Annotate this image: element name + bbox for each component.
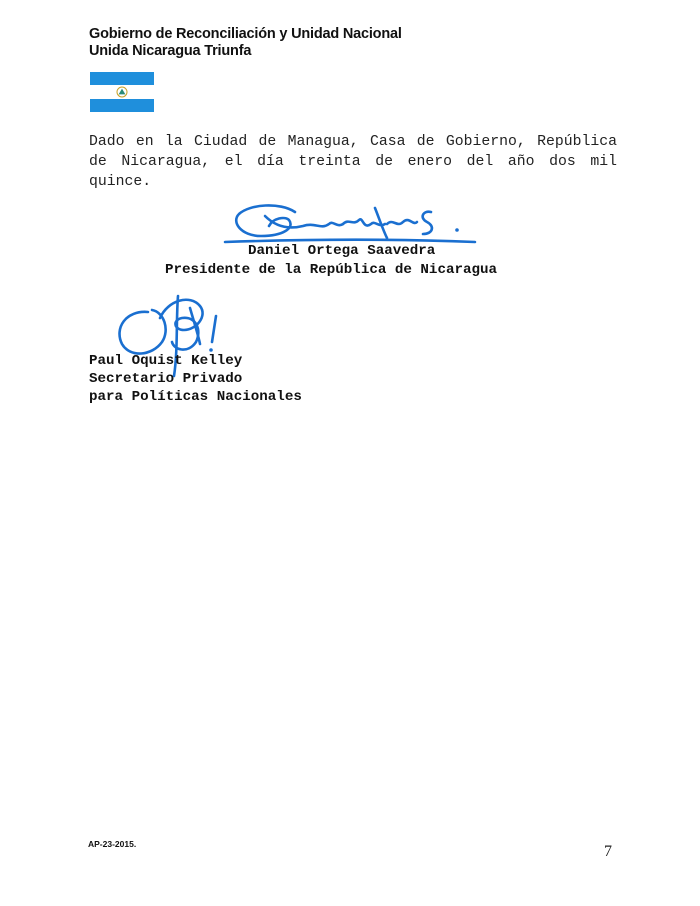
secretary-title-line1: Secretario Privado (89, 371, 243, 387)
president-title: Presidente de la República de Nicaragua (165, 262, 498, 278)
government-name: Gobierno de Reconciliación y Unidad Nacional (89, 26, 402, 42)
coat-of-arms-icon (116, 86, 128, 98)
page-number: 7 (604, 843, 612, 860)
decree-closing-paragraph: Dado en la Ciudad de Managua, Casa de Gobierno, República de Nicaragua, el día treinta de enero del año dos mil quince. (89, 134, 617, 190)
secretary-name: Paul Oquist Kelley (89, 353, 243, 369)
president-name: Daniel Ortega Saavedra (248, 243, 436, 259)
secretary-title-line2: para Políticas Nacionales (89, 389, 302, 405)
document-header (89, 26, 402, 60)
flag-stripe-top (90, 72, 154, 85)
nicaragua-flag-icon (90, 72, 154, 112)
government-slogan: Unida Nicaragua Triunfa (89, 43, 252, 59)
flag-stripe-bottom (90, 99, 154, 112)
document-reference-code: AP-23-2015. (88, 839, 137, 849)
